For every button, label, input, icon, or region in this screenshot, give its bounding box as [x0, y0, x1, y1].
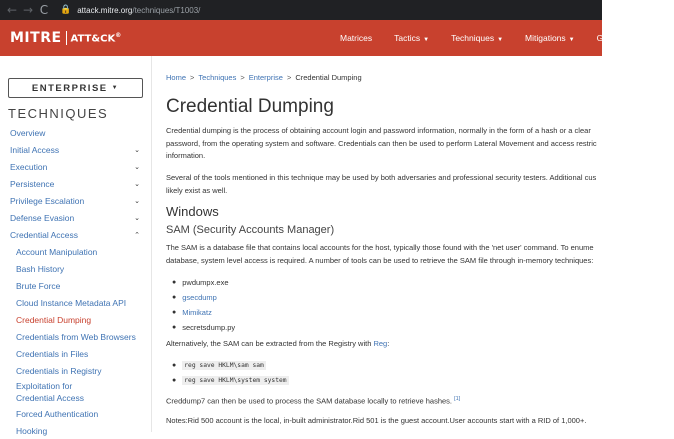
breadcrumb-home[interactable]: Home [166, 73, 187, 82]
sidebar-subitem[interactable]: Brute Force [16, 280, 61, 291]
caret-down-icon: ▼ [423, 37, 430, 43]
mitre-attack-logo[interactable] [10, 30, 121, 46]
breadcrumb-current: Credential Dumping [295, 73, 362, 82]
sidebar-subitem-active[interactable]: Credential Dumping [16, 314, 92, 325]
registry-paragraph: Alternatively, the SAM can be extracted from the Registry with Reg: [166, 339, 390, 348]
breadcrumb-techniques[interactable]: Techniques [198, 73, 237, 82]
nav-tactics[interactable]: Tactics ▼ [394, 33, 430, 43]
chevron-down-icon[interactable]: ⌄ [134, 162, 140, 171]
url-host: attack.mitre.org [77, 5, 133, 15]
enterprise-label: ENTERPRISE [31, 82, 108, 94]
list-item[interactable]: ● gsecdump [172, 293, 217, 302]
nav-techniques[interactable]: Techniques ▼ [451, 33, 504, 43]
nav-software[interactable]: S [646, 33, 653, 43]
list-item: ● secretsdump.py [172, 323, 236, 332]
intro-paragraph: Credential dumping is the process of obtaining account login and password information, normally in the form of a hash or a clear password, from the operating system and software. Credentials can then be used to perform Lateral Movement and access restric information. [166, 126, 597, 160]
brand-name: MITRE [10, 30, 62, 46]
chevron-down-icon[interactable]: ⌄ [134, 213, 140, 222]
subsection-heading-sam: SAM (Security Accounts Manager) [166, 224, 335, 236]
chevron-down-icon[interactable]: ⌄ [134, 179, 140, 188]
breadcrumb: Home > Techniques > Enterprise > Credential Dumping [166, 73, 362, 82]
url-path: /techniques/T1003/ [132, 5, 201, 15]
sidebar-heading: TECHNIQUES [8, 106, 109, 121]
tools-paragraph: Several of the tools mentioned in this technique may be used by both adversaries and professional security testers. Additional cus likely exist as well. [166, 173, 597, 195]
browser-toolbar [0, 0, 602, 20]
top-navigation [340, 20, 674, 56]
sidebar-subitem[interactable]: Bash History [16, 263, 65, 274]
sidebar-list [0, 124, 152, 439]
section-heading-windows: Windows [166, 204, 219, 219]
sidebar-item-defense-evasion[interactable]: Defense Evasion ⌄ [10, 212, 140, 223]
reference-link[interactable]: [1] [454, 396, 461, 402]
lock-icon: 🔒 [60, 5, 72, 15]
caret-down-icon: ▼ [111, 85, 120, 91]
nav-groups[interactable]: Groups [596, 33, 625, 43]
nav-mitigations[interactable]: Mitigations ▼ [525, 33, 575, 43]
sidebar-subitem[interactable]: Account Manipulation [16, 246, 98, 257]
sidebar-subitem[interactable]: Hooking [16, 425, 48, 436]
main-content [166, 56, 602, 432]
notes-paragraph: Notes:Rid 500 account is the local, in-built administrator.Rid 501 is the guest account.User accounts start with a RID of 1,000+. [166, 416, 587, 425]
sidebar-item-initial-access[interactable]: Initial Access ⌄ [10, 144, 140, 155]
list-item: ● reg save HKLM\sam sam [172, 362, 264, 369]
sam-paragraph: The SAM is a database file that contains local accounts for the host, typically those found with the 'net user' command. To enume database, system level access is required. A number of tools can be used to retrieve the SAM file through in-memory techniques: [166, 243, 594, 265]
creddump-paragraph: Creddump7 can then be used to process the SAM database locally to retrieve hashes. [1] [166, 396, 461, 406]
list-item[interactable]: ● Mimikatz [172, 308, 212, 317]
page-title: Credential Dumping [166, 96, 334, 117]
sidebar-item-credential-access[interactable]: Credential Access ⌃ [10, 229, 140, 240]
list-item: ● reg save HKLM\system system [172, 377, 287, 384]
sidebar-subitem[interactable]: Credentials in Files [16, 348, 89, 359]
chevron-down-icon[interactable]: ⌄ [134, 196, 140, 205]
site-header [0, 20, 653, 56]
reg-link[interactable]: Reg [373, 339, 388, 348]
sidebar-subitem[interactable]: Credentials in Registry [16, 365, 102, 376]
sidebar-item-privilege-escalation[interactable]: Privilege Escalation ⌄ [10, 195, 140, 206]
commands-list [172, 358, 289, 388]
chevron-up-icon[interactable]: ⌃ [134, 230, 140, 239]
reload-icon[interactable]: C [39, 3, 49, 17]
product-name: ATT&CK® [70, 31, 122, 45]
nav-matrices[interactable]: Matrices [340, 33, 373, 43]
address-bar[interactable] [77, 6, 200, 15]
sidebar-item-execution[interactable]: Execution ⌄ [10, 161, 140, 172]
sidebar-subitem[interactable]: Cloud Instance Metadata API [16, 297, 127, 308]
list-item: ● pwdumpx.exe [172, 278, 229, 287]
techniques-sidebar [0, 56, 152, 436]
sidebar-item-persistence[interactable]: Persistence ⌄ [10, 178, 140, 189]
sidebar-subitem[interactable]: Credentials from Web Browsers [16, 331, 136, 342]
forward-icon[interactable]: → [22, 3, 34, 17]
logo-divider [66, 31, 67, 45]
tools-list [172, 275, 235, 335]
chevron-down-icon[interactable]: ⌄ [134, 145, 140, 154]
sidebar-subitem[interactable]: Forced Authentication [16, 408, 99, 419]
caret-down-icon: ▼ [568, 37, 575, 43]
sidebar-item-overview[interactable]: Overview [10, 127, 46, 138]
enterprise-dropdown[interactable] [8, 78, 143, 98]
back-icon[interactable]: ← [6, 3, 18, 17]
breadcrumb-enterprise[interactable]: Enterprise [248, 73, 283, 82]
sidebar-subitem[interactable]: Exploitation for Credential Access [16, 381, 85, 403]
caret-down-icon: ▼ [497, 37, 504, 43]
